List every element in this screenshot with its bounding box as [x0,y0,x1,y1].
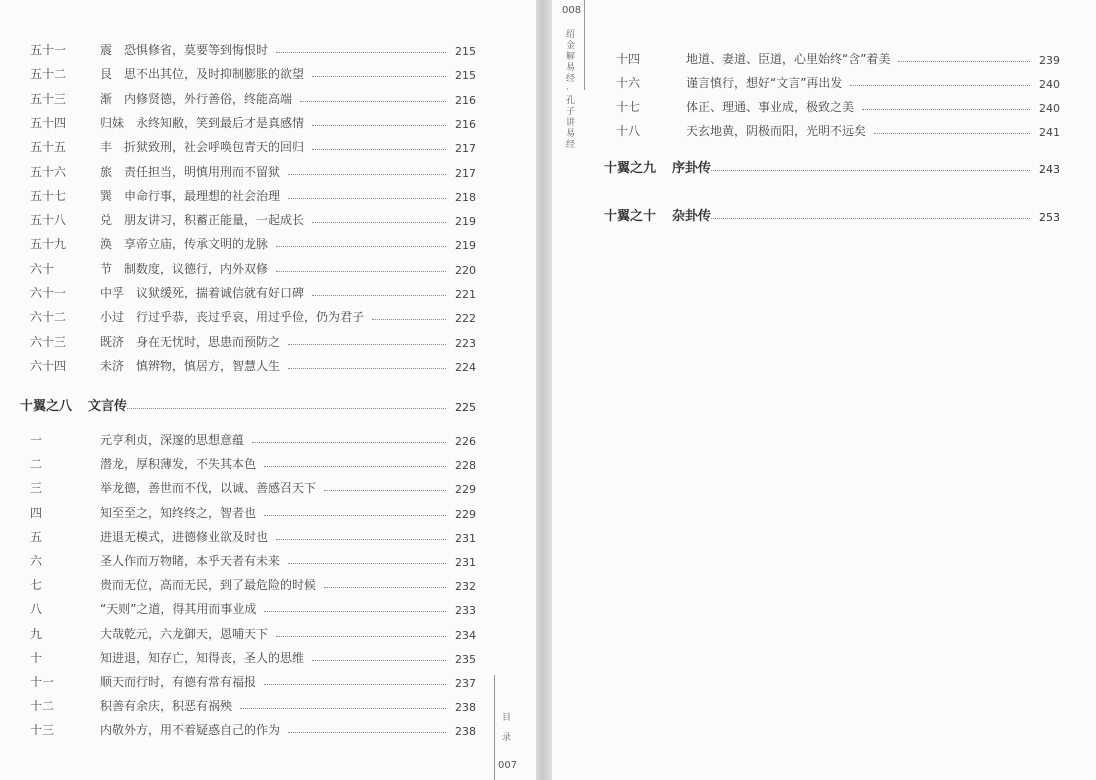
entry-number: 六十四 [30,358,67,373]
toc-entry [30,551,476,569]
entry-title: 知至至之，知终终之，智者也 [100,505,257,520]
entry-number: 六 [30,554,43,568]
entry-title: 潜龙，厚积薄发，不失其本色 [100,457,257,472]
entry-title: 知进退，知存亡，知得丧，圣人的思维 [100,650,305,665]
toc-entry [30,162,476,180]
page-number-left: 007 [498,760,518,771]
entry-page-number: 240 [1039,78,1060,91]
entry-page-number: 235 [455,652,476,666]
dot-leader [898,61,1030,62]
toc-entry [30,599,476,617]
section-title: 杂卦传 [672,209,712,224]
toc-entry [616,121,1060,139]
entry-number: 五十八 [30,213,67,228]
section-heading [20,396,476,414]
entry-title: 谨言慎行，想好“文言”再出发 [686,76,843,90]
toc-entry [30,454,476,472]
toc-entry [30,356,476,374]
dot-leader [372,319,446,320]
section-title: 序卦传 [672,161,712,176]
entry-title: 体正、理通、事业成，极致之美 [686,100,855,114]
entry-title: 圣人作而万物睹，本乎天者有未来 [100,554,281,568]
entry-number: 十八 [616,124,641,138]
entry-number: 六十 [30,261,55,276]
dot-leader [264,466,446,467]
dot-leader [288,344,446,345]
entry-title: 地道、妻道、臣道，心里始终“含”着美 [686,52,891,66]
entry-number: 七 [30,578,43,593]
entry-title: 中孚 议狱缓死，揣着诚信就有好口碑 [100,286,305,300]
entry-page-number: 237 [455,677,476,690]
entry-title: 天玄地黄，阴极而阳，光明不远矣 [686,124,867,138]
entry-number: 五十二 [30,67,67,82]
dot-leader [288,563,446,564]
toc-entry [30,89,476,107]
entry-title: 元亨利贞，深邃的思想意蕴 [100,433,245,447]
dot-leader [264,684,446,685]
entry-number: 五十七 [30,188,67,203]
dot-leader [276,52,446,53]
toc-entry [30,40,476,58]
toc-entry [30,503,476,521]
toc-entry [30,648,476,666]
side-divider-right [584,0,585,90]
entry-page-number: 229 [455,483,476,497]
dot-leader [711,218,1030,219]
entry-title: 内敬外方，用不着疑惑自己的作为 [100,723,281,738]
entry-number: 六十二 [30,310,67,325]
toc-entry [30,186,476,204]
toc-entry [30,332,476,350]
entry-number: 六十一 [30,286,67,300]
entry-title: 震 恐惧修省，莫要等到悔恨时 [100,43,269,57]
entry-number: 六十三 [30,334,67,349]
toc-entry [30,478,476,496]
entry-page-number: 223 [455,336,476,350]
dot-leader [288,198,446,199]
dot-leader [288,174,446,175]
entry-page-number: 238 [455,701,476,715]
entry-title: 大哉乾元，六龙御天，恩哺天下 [100,626,269,641]
section-title: 文言传 [88,399,128,414]
entry-title: 进退无模式，进德修业欲及时也 [100,529,269,544]
dot-leader [276,271,446,272]
dot-leader [874,133,1030,134]
entry-page-number: 228 [455,459,476,473]
dot-leader [312,222,446,223]
dot-leader [312,295,446,296]
dot-leader [276,636,446,637]
entry-page-number: 239 [1039,54,1060,67]
entry-title: 丰 折狱致刑，社会呼唤包青天的回归 [100,140,305,155]
entry-number: 二 [30,457,43,472]
toc-entry [30,720,476,738]
entry-title: 节 制数度，议德行，内外双修 [100,261,269,276]
entry-title: 巽 申命行事，最理想的社会治理 [100,188,281,203]
entry-title: 渐 内修贤德，外行善俗，终能高端 [100,91,293,106]
dot-leader [276,539,446,540]
entry-page-number: 216 [455,93,476,107]
toc-entry [30,64,476,82]
entry-title: 顺天而行时，有德有常有福报 [100,675,257,689]
entry-page-number: 229 [455,507,476,521]
entry-number: 十六 [616,76,641,90]
entry-number: 三 [30,481,43,496]
entry-number: 五十九 [30,237,67,252]
dot-leader [264,611,446,612]
entry-page-number: 219 [455,215,476,229]
toc-entry [30,307,476,325]
entry-title: 既济 身在无忧时，思患而预防之 [100,334,281,349]
page-number-right: 008 [562,5,582,16]
left-page [0,0,536,780]
toc-entry [30,527,476,545]
entry-page-number: 232 [455,580,476,594]
entry-number: 五十一 [30,43,67,57]
section-page-number: 243 [1039,163,1060,176]
entry-page-number: 218 [455,190,476,204]
entry-number: 四 [30,505,43,520]
dot-leader [276,246,446,247]
dot-leader [862,109,1030,110]
toc-entry [30,672,476,690]
entry-page-number: 241 [1039,126,1060,139]
dot-leader [300,101,446,102]
entry-page-number: 233 [455,604,476,618]
entry-page-number: 221 [455,288,476,301]
entry-title: 小过 行过乎恭，丧过乎哀，用过乎俭，仍为君子 [100,310,365,325]
section-number: 十翼之八 [20,399,73,414]
entry-page-number: 240 [1039,102,1060,115]
dot-leader [288,732,446,733]
toc-entry [30,234,476,252]
dot-leader [711,170,1030,171]
entry-title: “天则”之道，得其用而事业成 [100,602,257,617]
entry-title: 未济 慎辨物，慎居方，智慧人生 [100,358,281,373]
entry-page-number: 238 [455,725,476,739]
dot-leader [324,587,446,588]
entry-title: 积善有余庆，积恶有祸殃 [100,699,233,714]
entry-number: 五 [30,529,43,544]
entry-title: 艮 思不出其位，及时抑制膨胀的欲望 [100,67,305,82]
book-spine [536,0,552,780]
entry-page-number: 217 [455,142,476,156]
entry-page-number: 215 [455,45,476,58]
entry-page-number: 217 [455,166,476,180]
entry-page-number: 231 [455,531,476,545]
toc-entry [30,283,476,301]
entry-page-number: 215 [455,69,476,83]
entry-number: 九 [30,626,43,641]
entry-title: 涣 享帝立庙，传承文明的龙脉 [100,237,269,252]
section-page-number: 225 [455,401,476,414]
entry-number: 一 [30,433,43,447]
dot-leader [312,125,446,126]
section-heading [604,158,1060,176]
entry-number: 十七 [616,100,641,114]
toc-entry [30,430,476,448]
dot-leader [264,515,446,516]
side-label-mulu: 目录 [502,713,512,743]
entry-number: 五十六 [30,164,67,179]
toc-entry [30,137,476,155]
entry-number: 十四 [616,52,641,66]
entry-page-number: 231 [455,556,476,569]
dot-leader [312,76,446,77]
entry-title: 旅 责任担当，明慎用刑而不留狱 [100,164,281,179]
section-heading [604,206,1060,224]
toc-entry [30,624,476,642]
dot-leader [312,660,446,661]
toc-entry [616,97,1060,115]
dot-leader [288,368,446,369]
entry-number: 五十五 [30,140,67,155]
toc-entry [30,259,476,277]
section-number: 十翼之十 [604,209,657,224]
entry-number: 八 [30,602,43,617]
dot-leader [240,708,446,709]
entry-title: 贵而无位，高而无民，到了最危险的时候 [100,578,317,593]
toc-entry [30,113,476,131]
side-label-book: 绍金解易经·孔子讲易经 [566,30,576,150]
entry-page-number: 224 [455,360,476,374]
section-page-number: 253 [1039,211,1060,224]
entry-number: 十二 [30,699,55,714]
entry-page-number: 216 [455,117,476,131]
entry-page-number: 222 [455,312,476,326]
entry-number: 十三 [30,723,55,738]
toc-entry [616,73,1060,91]
toc-entry [616,49,1060,67]
entry-page-number: 226 [455,435,476,448]
entry-title: 兑 朋友讲习，积蓄正能量，一起成长 [100,213,305,228]
side-divider [494,675,495,780]
toc-entry [30,575,476,593]
dot-leader [850,85,1030,86]
entry-number: 十一 [30,675,55,689]
right-page [552,0,1096,780]
entry-number: 十 [30,650,43,665]
entry-number: 五十三 [30,91,67,106]
section-number: 十翼之九 [604,161,657,176]
dot-leader [312,149,446,150]
entry-page-number: 220 [455,263,476,277]
entry-title: 归妹 永终知敝，笑到最后才是真感情 [100,115,305,130]
entry-page-number: 234 [455,628,476,642]
entry-title: 举龙德，善世而不伐，以诚、善感召天下 [100,481,317,496]
entry-page-number: 219 [455,239,476,253]
toc-entry [30,696,476,714]
toc-entry [30,210,476,228]
dot-leader [127,408,446,409]
dot-leader [324,490,446,491]
entry-number: 五十四 [30,115,67,130]
dot-leader [252,442,446,443]
